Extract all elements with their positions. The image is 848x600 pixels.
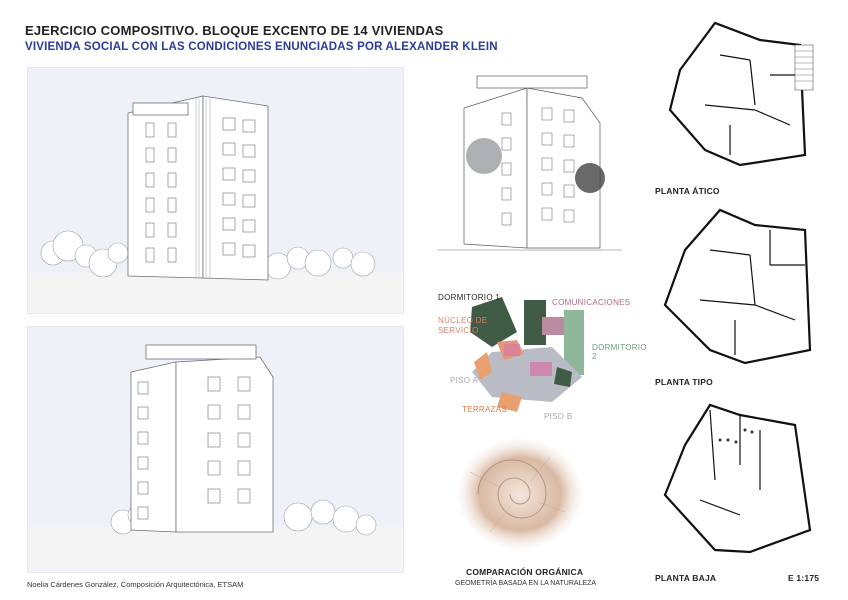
label-dormitorio2: DORMITORIO 2 xyxy=(592,343,647,361)
plan-tipo xyxy=(660,205,828,370)
plan-atico-label: PLANTA ÁTICO xyxy=(655,186,720,196)
label-piso-a: PISO A xyxy=(450,376,479,385)
zoning-diagram xyxy=(432,292,647,422)
plan-baja xyxy=(660,400,828,565)
label-comunicaciones: COMUNICACIONES xyxy=(552,298,631,307)
plan-atico xyxy=(660,15,828,175)
render-bottom-panel xyxy=(27,326,404,573)
label-terrazas: TERRAZAS xyxy=(462,405,508,414)
elevation-drawing xyxy=(432,68,627,268)
page-subtitle: VIVIENDA SOCIAL CON LAS CONDICIONES ENUNCIADAS POR ALEXANDER KLEIN xyxy=(25,41,498,53)
comparison-title: COMPARACIÓN ORGÁNICA xyxy=(466,567,584,577)
diagram-shapes xyxy=(470,297,584,412)
author-credit: Noelia Cárdenes González, Composición Arquitectónica, ETSAM xyxy=(27,580,244,589)
plan-baja-label: PLANTA BAJA xyxy=(655,573,717,583)
building-render-bottom xyxy=(28,327,403,572)
scale-label: E 1:175 xyxy=(788,573,820,583)
label-piso-b: PISO B xyxy=(544,412,573,421)
page-title: EJERCICIO COMPOSITIVO. BLOQUE EXCENTO DE 14 VIVIENDAS xyxy=(25,23,444,38)
plan-tipo-label: PLANTA TIPO xyxy=(655,377,713,387)
comparison-subtitle: GEOMETRÍA BASADA EN LA NATURALEZA xyxy=(455,580,597,587)
building-render-top xyxy=(28,68,403,313)
label-nucleo-servicio: NÚCLEO DE SERVICIO xyxy=(438,316,488,335)
label-dormitorio1: DORMITORIO 1 xyxy=(438,293,501,302)
render-top-panel xyxy=(27,67,404,314)
shell-image xyxy=(450,432,590,557)
